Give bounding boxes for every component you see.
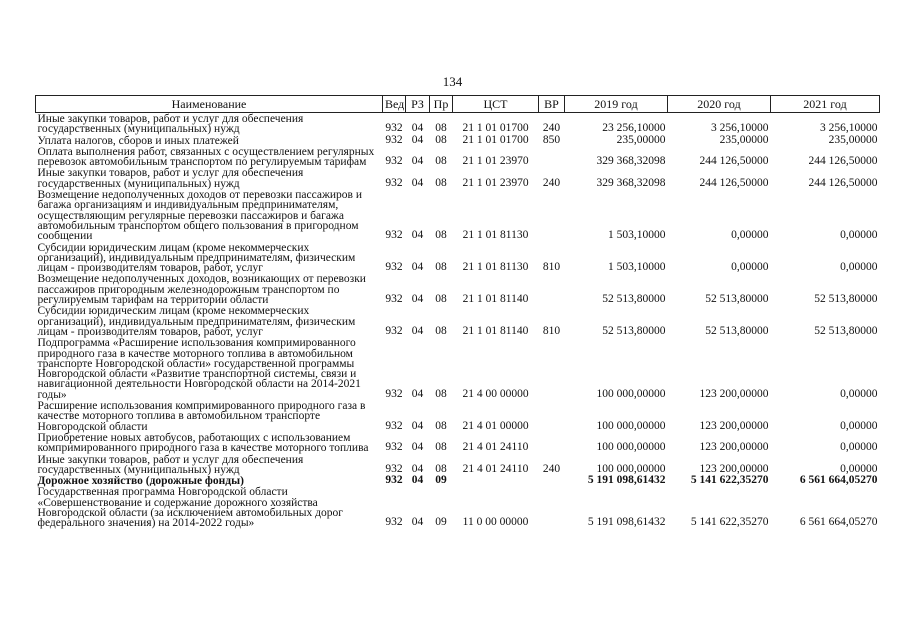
row-pr: 08: [435, 387, 447, 400]
row-rz: 04: [411, 324, 424, 337]
table-row: [36, 454, 880, 476]
row-name: Возмещение недополученных доходов от перевозки пассажиров и багажа организациям и индивидуальным предпринимателям, осуществляющим регулярные перевозки пассажиров и багажа автомобильным транспортом общего пользования в пригородном сообщении: [37, 189, 363, 243]
row-pr: 08: [435, 419, 447, 432]
row-ved: 932: [385, 261, 403, 274]
table-row: [36, 486, 880, 528]
row-ved: 932: [385, 462, 403, 475]
row-2020: 3 256,10000: [711, 122, 769, 135]
row-ved: 932: [385, 419, 403, 432]
row-rz: 04: [411, 293, 424, 306]
row-pr: 08: [435, 261, 447, 274]
row-2019: 52 513,80000: [602, 293, 666, 306]
table-header-row: [36, 96, 880, 113]
row-2020: 5 141 622,35270: [690, 474, 769, 487]
row-pr: 09: [435, 516, 447, 529]
row-2021: 235,00000: [828, 133, 878, 146]
row-ved: 932: [385, 133, 403, 146]
row-cst: 21 4 00 00000: [462, 387, 529, 400]
row-rz: 04: [411, 462, 424, 475]
row-cst: 21 1 01 81130: [462, 261, 529, 274]
row-cst: 11 0 00 00000: [462, 516, 529, 529]
table-row: [36, 432, 880, 454]
row-name: Иные закупки товаров, работ и услуг для обеспечения государственных (муниципальных) нужд: [37, 453, 304, 476]
row-rz: 04: [411, 419, 424, 432]
row-cst: [453, 475, 539, 486]
row-2019: 329 368,32098: [596, 155, 666, 168]
row-rz: 04: [411, 474, 424, 487]
row-2019: 100 000,00000: [596, 419, 666, 432]
row-pr: 08: [435, 155, 447, 168]
row-pr: 08: [435, 293, 447, 306]
row-pr: 08: [435, 462, 447, 475]
row-2020: 0,00000: [731, 229, 769, 242]
row-2021: 0,00000: [840, 261, 878, 274]
row-2021: 52 513,80000: [814, 293, 878, 306]
row-cst: 21 1 01 81130: [462, 229, 529, 242]
row-2021: 0,00000: [840, 419, 878, 432]
row-2019: 5 191 098,61432: [587, 474, 666, 487]
row-2019: 329 368,32098: [596, 176, 666, 189]
row-cst: 21 1 01 81140: [462, 293, 529, 306]
row-ved: 932: [385, 324, 403, 337]
row-vr: 810: [542, 261, 561, 274]
page-number: 134: [442, 74, 463, 89]
budget-table: [35, 95, 880, 529]
row-pr: 08: [435, 176, 447, 189]
row-ved: 932: [385, 229, 403, 242]
row-rz: 04: [411, 122, 424, 135]
row-2021: 244 126,50000: [808, 176, 878, 189]
row-rz: 04: [411, 176, 424, 189]
row-vr: 240: [542, 176, 561, 189]
row-rz: 04: [411, 133, 424, 146]
header-name: Наименование: [36, 96, 383, 113]
row-pr: 08: [435, 441, 447, 454]
row-rz: 04: [411, 441, 424, 454]
row-ved: 932: [385, 122, 403, 135]
row-pr: 09: [435, 474, 447, 487]
row-name: Возмещение недополученных доходов, возникающих от перевозки пассажиров пригородным железнодорожным транспортом по регулируемым тарифам на территории области: [37, 273, 366, 307]
row-name: Дорожное хозяйство (дорожные фонды): [37, 475, 244, 488]
row-2021: 6 561 664,05270: [799, 516, 878, 529]
row-name: Субсидии юридическим лицам (кроме некоммерческих организаций), индивидуальным предпринимателям, физическим лицам - производителям товаров, работ, услуг: [37, 241, 356, 275]
row-ved: 932: [385, 293, 403, 306]
row-cst: 21 1 01 01700: [462, 122, 529, 135]
row-vr: [539, 486, 565, 528]
header-ved: Вед: [383, 96, 406, 113]
table-row: [36, 135, 880, 146]
row-2020: 52 513,80000: [705, 324, 769, 337]
row-2020: 123 200,00000: [699, 441, 769, 454]
row-pr: 08: [435, 229, 447, 242]
row-rz: 04: [411, 229, 424, 242]
row-name: Приобретение новых автобусов, работающих с использованием компримированного природного газа в качестве моторного топлива: [37, 431, 369, 455]
row-vr: [539, 337, 565, 400]
row-2021: 244 126,50000: [808, 155, 878, 168]
table-row: [36, 400, 880, 432]
row-2021: 0,00000: [840, 462, 878, 475]
row-2021: 6 561 664,05270: [799, 474, 878, 487]
row-2020: 244 126,50000: [699, 176, 769, 189]
row-cst: 21 1 01 23970: [462, 176, 529, 189]
table-row: [36, 113, 880, 135]
row-ved: 932: [385, 441, 403, 454]
table-row: [36, 167, 880, 189]
row-2021: 3 256,10000: [820, 122, 878, 135]
header-rz: РЗ: [406, 96, 430, 113]
row-name: Иные закупки товаров, работ и услуг для обеспечения государственных (муниципальных) нужд: [37, 167, 304, 190]
row-2021: 0,00000: [840, 441, 878, 454]
row-ved: 932: [385, 176, 403, 189]
row-pr: 08: [435, 133, 447, 146]
row-2019: 100 000,00000: [596, 387, 666, 400]
table-row: [36, 475, 880, 486]
row-vr: [539, 475, 565, 486]
row-ved: 932: [385, 516, 403, 529]
row-2019: 52 513,80000: [602, 324, 666, 337]
row-name: Оплата выполнения работ, связанных с осуществлением регулярных перевозок автомобильным транспортом по регулируемым тарифам: [37, 145, 375, 169]
row-2020: 5 141 622,35270: [690, 516, 769, 529]
table-row: [36, 189, 880, 241]
row-pr: 08: [435, 122, 447, 135]
row-2019: 100 000,00000: [596, 462, 666, 475]
row-2021: 0,00000: [840, 387, 878, 400]
row-pr: 08: [435, 324, 447, 337]
row-ved: 932: [385, 155, 403, 168]
header-cst: ЦСТ: [453, 96, 539, 113]
row-2020: 244 126,50000: [699, 155, 769, 168]
table-row: [36, 337, 880, 400]
row-rz: 04: [411, 387, 424, 400]
row-name: Государственная программа Новгородской области «Совершенствование и содержание дорожного хозяйства Новгородской области (за исключением автомобильных дорог федерального значения) на 2014-2022 годы»: [37, 486, 343, 530]
row-2019: 1 503,10000: [608, 229, 666, 242]
row-2020: 52 513,80000: [705, 293, 769, 306]
table-row: [36, 305, 880, 337]
row-cst: 21 1 01 01700: [462, 133, 529, 146]
row-vr: 850: [542, 133, 561, 146]
row-vr: 240: [542, 122, 561, 135]
table-row: [36, 273, 880, 305]
row-vr: [539, 400, 565, 432]
row-2019: 23 256,10000: [602, 122, 666, 135]
row-name: Подпрограмма «Расширение использования компримированного природного газа в качестве моторного топлива в автомобильном транспорте Новгородской области» государственной программы Новгородской области «Развитие транспортной системы, связи и навигационной деятельности Новгородской области на 2014-2021 годы»: [37, 337, 361, 401]
row-vr: [539, 146, 565, 168]
row-2021: 52 513,80000: [814, 324, 878, 337]
row-2019: 1 503,10000: [608, 261, 666, 274]
header-2021: 2021 год: [771, 96, 880, 113]
row-cst: 21 1 01 23970: [462, 155, 529, 168]
row-name: Иные закупки товаров, работ и услуг для обеспечения государственных (муниципальных) нужд: [37, 113, 304, 136]
row-vr: [539, 189, 565, 241]
row-2021: 0,00000: [840, 229, 878, 242]
row-2020: 123 200,00000: [699, 419, 769, 432]
row-rz: 04: [411, 516, 424, 529]
row-2019: 100 000,00000: [596, 441, 666, 454]
row-name: Уплата налогов, сборов и иных платежей: [37, 134, 239, 147]
row-vr: 240: [542, 462, 561, 475]
row-vr: [539, 432, 565, 454]
row-2020: 123 200,00000: [699, 387, 769, 400]
row-cst: 21 4 01 00000: [462, 419, 529, 432]
row-rz: 04: [411, 155, 424, 168]
row-cst: 21 4 01 24110: [462, 462, 529, 475]
table-row: [36, 242, 880, 274]
header-pr: Пр: [430, 96, 453, 113]
row-name: Расширение использования компримированного природного газа в качестве моторного топлива в автомобильном транспорте Новгородской области: [37, 400, 366, 433]
row-ved: 932: [385, 474, 403, 487]
row-ved: 932: [385, 387, 403, 400]
row-rz: 04: [411, 261, 424, 274]
row-cst: 21 1 01 81140: [462, 324, 529, 337]
header-2019: 2019 год: [565, 96, 668, 113]
header-2020: 2020 год: [668, 96, 771, 113]
row-vr: [539, 273, 565, 305]
row-2019: 235,00000: [616, 133, 666, 146]
row-cst: 21 4 01 24110: [462, 441, 529, 454]
row-name: Субсидии юридическим лицам (кроме некоммерческих организаций), индивидуальным предпринимателям, физическим лицам - производителям товаров, работ, услуг: [37, 305, 356, 338]
row-2020: 123 200,00000: [699, 462, 769, 475]
row-2019: 5 191 098,61432: [587, 516, 666, 529]
header-vr: ВР: [539, 96, 565, 113]
row-vr: 810: [542, 324, 561, 337]
row-2020: 235,00000: [719, 133, 769, 146]
table-row: [36, 146, 880, 168]
row-2020: 0,00000: [731, 261, 769, 274]
